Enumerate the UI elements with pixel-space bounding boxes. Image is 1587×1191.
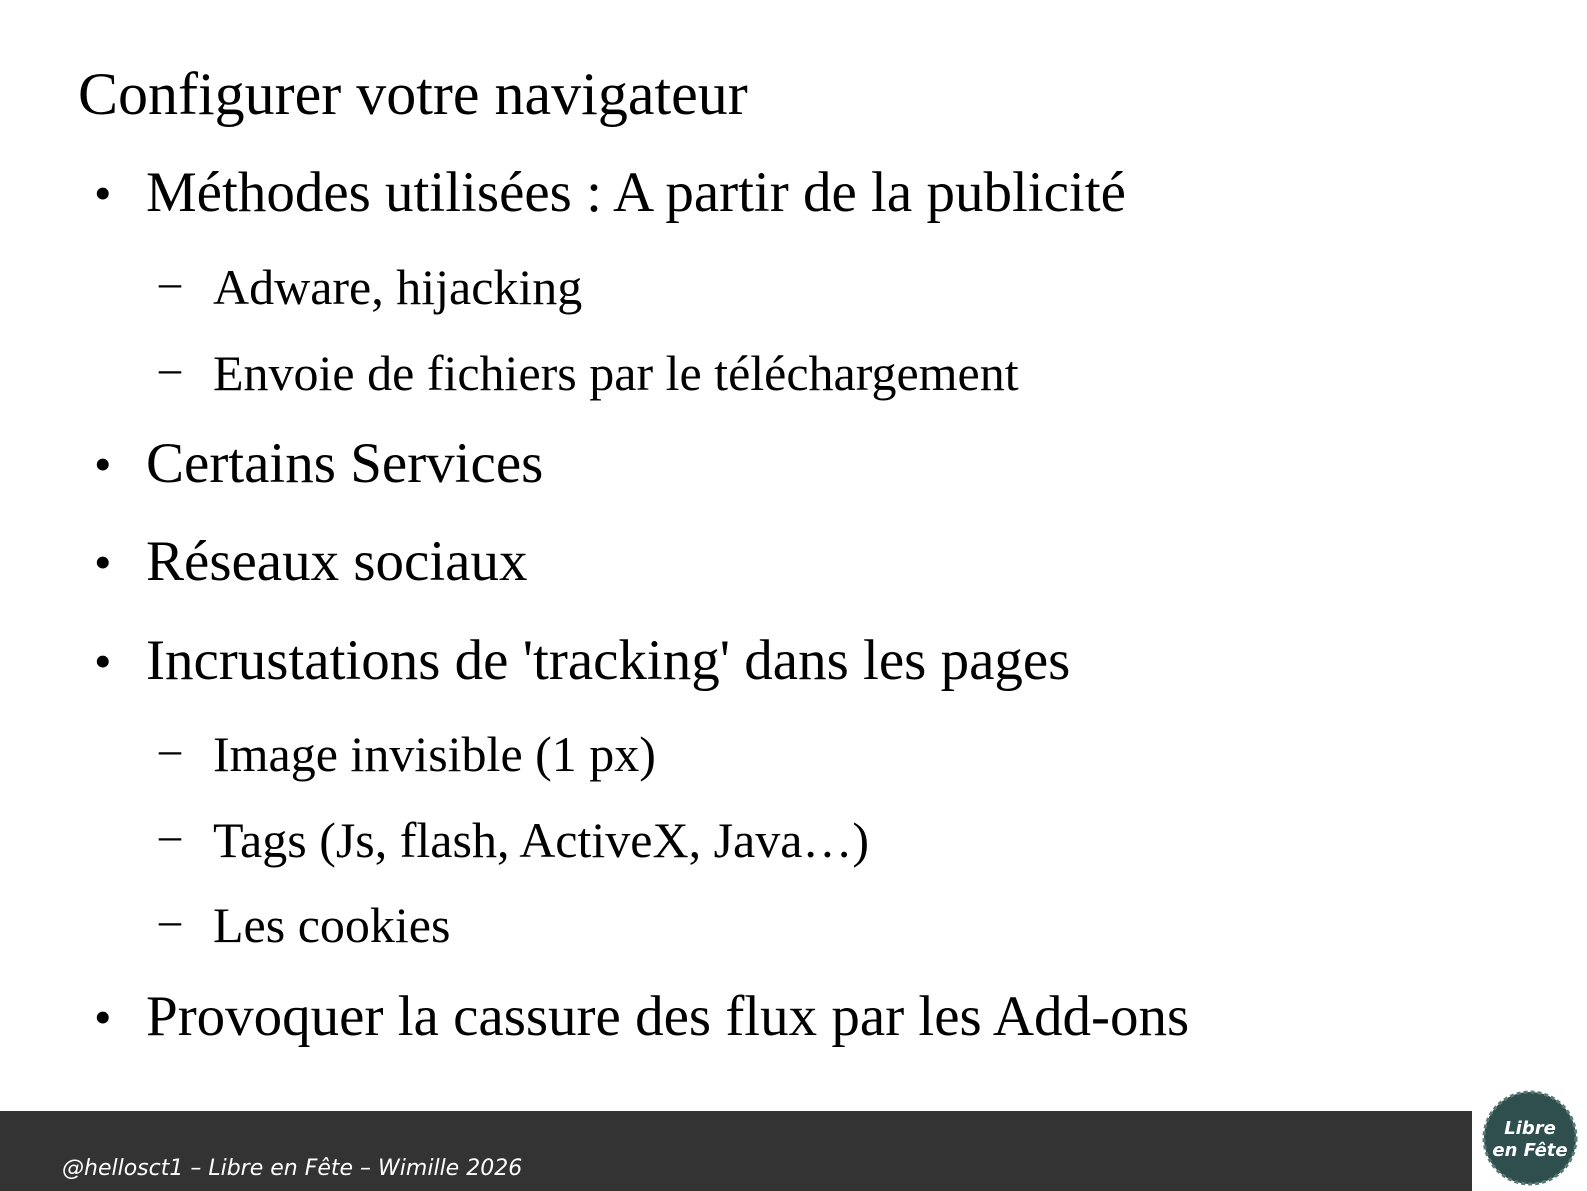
bullet-marker: •: [94, 534, 112, 590]
bullet-text: Certains Services: [146, 432, 544, 495]
libre-en-fete-logo: [1482, 1090, 1578, 1186]
slide-title: Configurer votre navigateur: [78, 61, 748, 127]
footer-text: @hellosct1 – Libre en Fête – Wimille 2026: [62, 1156, 523, 1181]
sub-bullet-text: Adware, hijacking: [213, 259, 583, 315]
dash-marker: –: [159, 811, 181, 860]
dash-marker: –: [159, 725, 181, 774]
logo-badge-icon: [1482, 1090, 1578, 1186]
bullet-marker: •: [94, 165, 112, 221]
sub-bullet-text: Tags (Js, flash, ActiveX, Java…): [213, 812, 870, 868]
bullet-item: [94, 529, 528, 595]
dash-marker: –: [159, 344, 181, 393]
dash-marker: –: [159, 896, 181, 945]
sub-bullet-item: [159, 724, 656, 784]
sub-bullet-text: Envoie de fichiers par le téléchargement: [213, 345, 1019, 401]
sub-bullet-item: [159, 810, 870, 870]
bullet-item: [94, 984, 1190, 1050]
sub-bullet-text: Les cookies: [213, 897, 451, 953]
bullet-text: Réseaux sociaux: [146, 530, 528, 593]
bullet-text: Incrustations de 'tracking' dans les pages: [146, 629, 1071, 692]
bullet-item: [94, 160, 1126, 226]
bullet-marker: •: [94, 989, 112, 1045]
bullet-text: Provoquer la cassure des flux par les Add-ons: [146, 985, 1190, 1048]
bullet-item: [94, 628, 1071, 694]
sub-bullet-text: Image invisible (1 px): [213, 726, 656, 782]
dash-marker: –: [159, 258, 181, 307]
logo-text-line2: en Fête: [1492, 1140, 1568, 1161]
sub-bullet-item: [159, 343, 1019, 403]
logo-text-line1: Libre: [1504, 1118, 1556, 1139]
sub-bullet-item: [159, 895, 451, 955]
sub-bullet-item: [159, 257, 583, 317]
bullet-text: Méthodes utilisées : A partir de la publicité: [146, 161, 1126, 224]
bullet-item: [94, 431, 544, 497]
bullet-marker: •: [94, 436, 112, 492]
bullet-marker: •: [94, 633, 112, 689]
